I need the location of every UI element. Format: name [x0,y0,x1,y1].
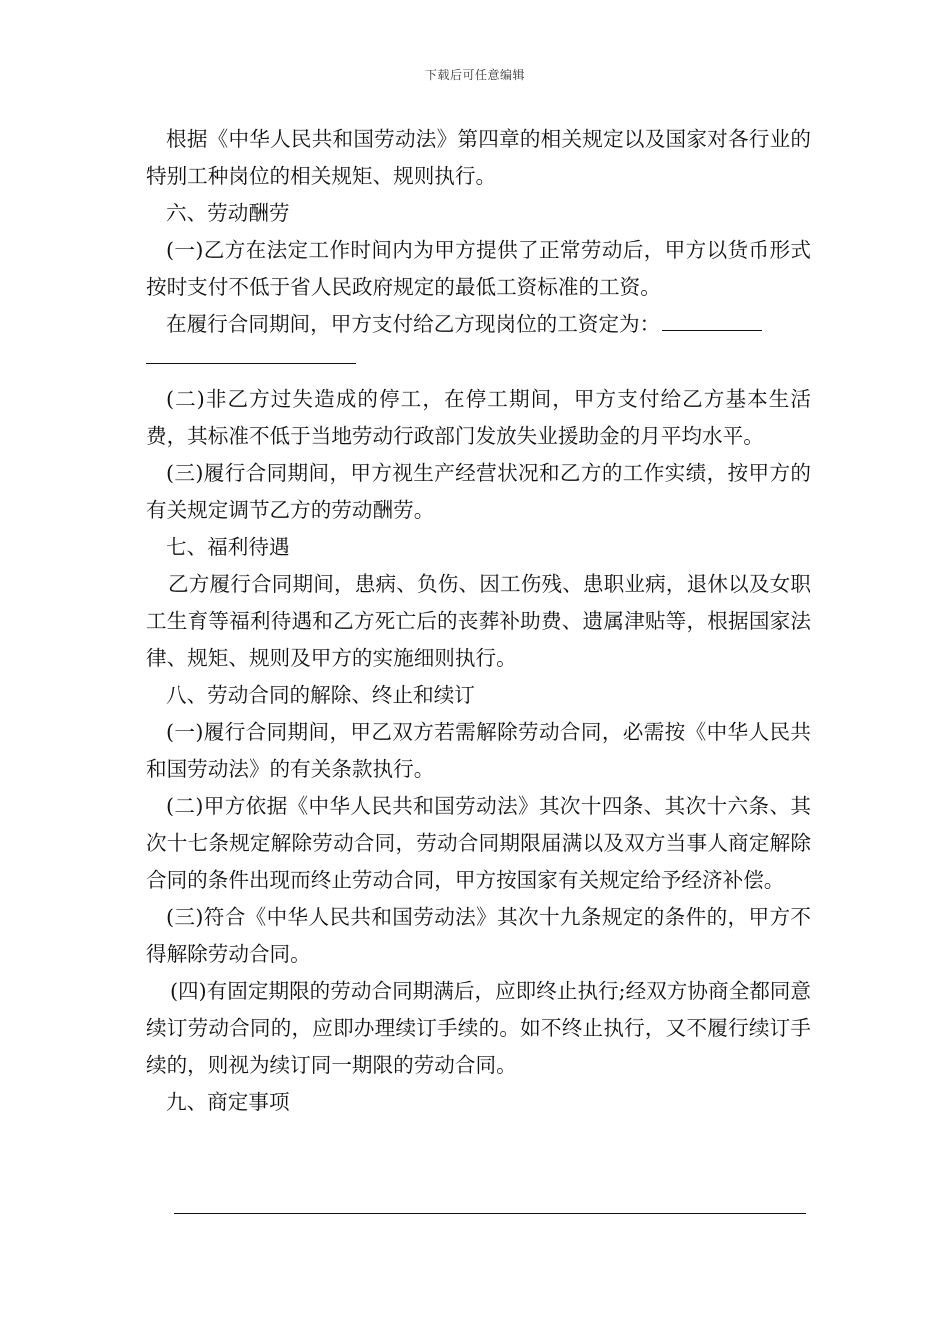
paragraph-8-4: (四)有固定期限的劳动合同期满后，应即终止执行;经双方协商全都同意续订劳动合同的，应即办理续订手续的。如不终止执行，又不履行续订手续的，则视为续订同一期限的劳动合同。 [146,979,811,1077]
paragraph-8-1: (一)履行合同期间，甲乙双方若需解除劳动合同，必需按《中华人民共和国劳动法》的有关条款执行。 [146,720,811,781]
paragraph-8-3: (三)符合《中华人民共和国劳动法》其次十九条规定的条件的，甲方不得解除劳动合同。 [146,905,811,966]
wage-blank-line-2[interactable] [146,343,356,364]
agreement-blank-line[interactable] [174,1213,806,1214]
wage-label: 在履行合同期间，甲方支付给乙方现岗位的工资定为： [166,312,661,336]
page-header: 下载后可任意编辑 [424,68,525,82]
section-heading-6: 六、劳动酬劳 [166,201,290,225]
section-heading-7: 七、福利待遇 [166,535,290,559]
paragraph-8-2: (二)甲方依据《中华人民共和国劳动法》其次十四条、其次十六条、其次十七条规定解除劳动合同，劳动合同期限届满以及双方当事人商定解除合同的条件出现而终止劳动合同，甲方按国家有关规定给予经济补偿。 [146,794,811,892]
paragraph-6-1: (一)乙方在法定工作时间内为甲方提供了正常劳动后，甲方以货币形式按时支付不低于省人民政府规定的最低工资标准的工资。 [146,238,811,299]
paragraph-6-3: (三)履行合同期间，甲方视生产经营状况和乙方的工作实绩，按甲方的有关规定调节乙方的劳动酬劳。 [146,461,811,522]
paragraph-6-2: (二)非乙方过失造成的停工，在停工期间，甲方支付给乙方基本生活费，其标准不低于当地劳动行政部门发放失业援助金的月平均水平。 [146,387,811,448]
wage-blank-continuation [146,343,811,380]
section-heading-8: 八、劳动合同的解除、终止和续订 [166,683,475,707]
paragraph-intro: 根据《中华人民共和国劳动法》第四章的相关规定以及国家对各行业的特别工种岗位的相关规矩、规则执行。 [146,127,811,188]
wage-blank-line[interactable] [662,308,762,331]
section-heading-9: 九、商定事项 [166,1090,290,1114]
document-body [146,121,811,1121]
paragraph-6-wage [146,306,811,343]
paragraph-7: 乙方履行合同期间，患病、负伤、因工伤残、患职业病，退休以及女职工生育等福利待遇和乙方死亡后的丧葬补助费、遗属津贴等，根据国家法律、规矩、规则及甲方的实施细则执行。 [146,572,811,670]
